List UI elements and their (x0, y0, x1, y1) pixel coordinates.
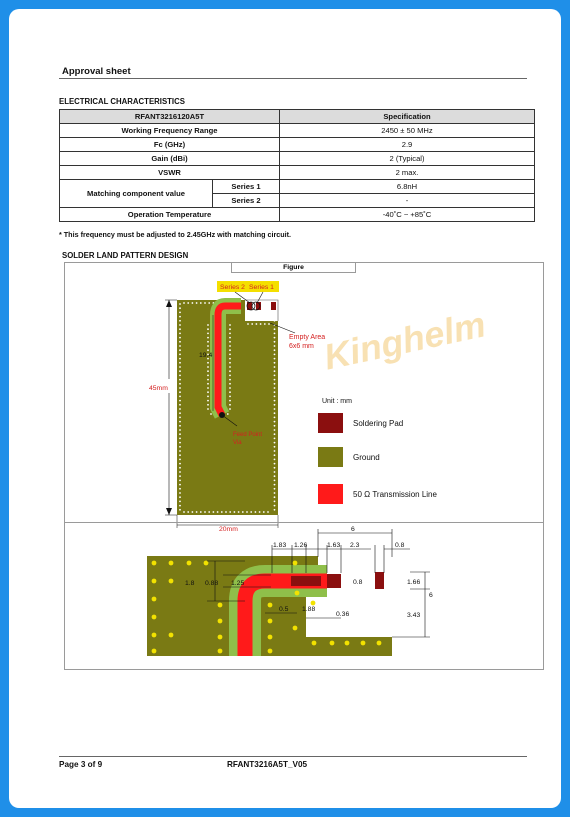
via-dot (274, 438, 276, 440)
via-dot (229, 383, 231, 385)
via-dot (274, 341, 276, 343)
via-dot (179, 312, 181, 314)
via-dot (345, 641, 350, 646)
via-dot (179, 471, 181, 473)
via-dot (218, 649, 223, 654)
via-dot (274, 320, 276, 322)
via-dot (207, 383, 209, 385)
via-dot (179, 324, 181, 326)
via-dot (213, 511, 215, 513)
via-dot (229, 337, 231, 339)
via-dot (274, 475, 276, 477)
via-dot (274, 501, 276, 503)
via-dot (361, 641, 366, 646)
via-dot (274, 505, 276, 507)
footer-page-number: Page 3 of 9 (59, 760, 103, 769)
table-row (60, 124, 535, 138)
dim-0-8-mid: 0.8 (353, 579, 363, 586)
via-dot (229, 345, 231, 347)
via-dot (295, 591, 300, 596)
via-dot (179, 438, 181, 440)
dim-6-right: 6 (429, 592, 433, 599)
solder-figure (64, 262, 544, 670)
via-dot (274, 383, 276, 385)
via-dot (229, 333, 231, 335)
via-dot (179, 349, 181, 351)
watermark-text: Kinghelm (320, 303, 490, 378)
via-dot (152, 649, 157, 654)
via-dot (218, 635, 223, 640)
via-dot (207, 324, 209, 326)
row-value: 2.9 (280, 138, 535, 152)
temperature-value: -40˚C ~ +85˚C (280, 208, 535, 222)
row-label: Fc (GHz) (60, 138, 280, 152)
dim-1-25: 1.25 (231, 580, 245, 587)
via-dot (274, 370, 276, 372)
via-dot (207, 379, 209, 381)
via-dot (274, 484, 276, 486)
via-dot (207, 404, 209, 406)
via-dot (179, 345, 181, 347)
via-dot (227, 413, 229, 415)
via-dot (179, 366, 181, 368)
table-row (60, 152, 535, 166)
table-row (60, 208, 535, 222)
via-dot (274, 421, 276, 423)
via-dot (179, 425, 181, 427)
via-dot (377, 641, 382, 646)
via-dot (274, 362, 276, 364)
via-dot (183, 302, 185, 304)
dim-1-88: 1.88 (302, 606, 316, 613)
via-dot (274, 454, 276, 456)
via-dot (152, 633, 157, 638)
via-dot (179, 421, 181, 423)
via-dot (207, 366, 209, 368)
via-dot (229, 324, 231, 326)
via-dot (274, 412, 276, 414)
via-dot (229, 396, 231, 398)
via-dot (152, 561, 157, 566)
via-dot (208, 302, 210, 304)
via-dot (207, 333, 209, 335)
detail-pad-3 (375, 572, 384, 589)
via-dot (274, 333, 276, 335)
via-dot (179, 467, 181, 469)
via-dot (179, 354, 181, 356)
via-dot (179, 303, 181, 305)
via-dot (274, 366, 276, 368)
series1-value: 6.8nH (280, 180, 535, 194)
via-dot (274, 442, 276, 444)
via-dot (274, 400, 276, 402)
via-dot (200, 511, 202, 513)
via-dot (274, 404, 276, 406)
row-value: 2 max. (280, 166, 535, 180)
via-dot (268, 603, 273, 608)
via-dot (274, 387, 276, 389)
via-dot (200, 302, 202, 304)
via-dot (229, 354, 231, 356)
via-dot (229, 400, 231, 402)
legend-ground: Ground (353, 453, 380, 462)
table-row (60, 138, 535, 152)
via-dot (207, 400, 209, 402)
via-dot (274, 312, 276, 314)
via-dot (179, 316, 181, 318)
dim-1-26: 1.26 (294, 542, 308, 549)
via-dot (274, 396, 276, 398)
via-dot (274, 459, 276, 461)
electrical-table (59, 109, 535, 222)
header-title: Approval sheet (62, 66, 131, 77)
via-dot (179, 429, 181, 431)
via-dot (187, 561, 192, 566)
via-dot (274, 425, 276, 427)
via-dot (207, 328, 209, 330)
via-dot (234, 511, 236, 513)
via-dot (229, 370, 231, 372)
table-head-row (60, 110, 535, 124)
via-dot (169, 633, 174, 638)
via-dot (207, 408, 209, 410)
via-dot (229, 379, 231, 381)
via-dot (179, 362, 181, 364)
via-dot (293, 626, 298, 631)
footer-rule (59, 756, 527, 757)
via-dot (179, 459, 181, 461)
via-dot (169, 561, 174, 566)
via-dot (268, 635, 273, 640)
part-number-cell: RFANT3216120A5T (60, 110, 280, 124)
via-dot (274, 345, 276, 347)
via-dot (263, 511, 265, 513)
via-dot (192, 302, 194, 304)
via-dot (312, 641, 317, 646)
via-dot (207, 337, 209, 339)
series1-label: Series 1 (213, 180, 280, 194)
via-dot (218, 619, 223, 624)
legend-swatch-ground (318, 447, 343, 467)
figure-label: Figure (231, 263, 356, 273)
via-dot (274, 446, 276, 448)
via-dot (293, 561, 298, 566)
series2-value: - (280, 194, 535, 208)
via-dot (179, 450, 181, 452)
legend-soldering-pad: Soldering Pad (353, 419, 404, 428)
via-dot (210, 413, 212, 415)
via-dot (207, 362, 209, 364)
via-dot (179, 496, 181, 498)
via-dot (179, 480, 181, 482)
via-dot (196, 511, 198, 513)
via-dot (179, 379, 181, 381)
via-dot (179, 307, 181, 309)
matching-label: Matching component value (60, 180, 213, 208)
via-dot (196, 302, 198, 304)
via-dot (274, 328, 276, 330)
via-dot (187, 302, 189, 304)
via-dot (238, 511, 240, 513)
via-dot (152, 579, 157, 584)
via-dot (192, 511, 194, 513)
legend-swatch-line (318, 484, 343, 504)
via-dot (179, 387, 181, 389)
feed-point-label: Feed Point (233, 432, 263, 438)
via-dot (179, 337, 181, 339)
via-dot (207, 387, 209, 389)
via-dot (179, 433, 181, 435)
via-dot (179, 328, 181, 330)
via-dot (179, 333, 181, 335)
via-dot (217, 511, 219, 513)
via-dot (204, 561, 209, 566)
via-dot (330, 641, 335, 646)
via-dot (260, 323, 262, 325)
dim-1-63: 1.63 (327, 542, 341, 549)
via-dot (267, 511, 269, 513)
via-dot (179, 446, 181, 448)
via-dot (169, 579, 174, 584)
via-dot (229, 341, 231, 343)
via-dot (274, 496, 276, 498)
via-dot (264, 323, 266, 325)
via-dot (229, 387, 231, 389)
via-dot (179, 391, 181, 393)
via-dot (274, 379, 276, 381)
via-dot (229, 349, 231, 351)
via-dot (229, 408, 231, 410)
series2-label: Series 2 (213, 194, 280, 208)
via-dot (179, 484, 181, 486)
via-dot (274, 467, 276, 469)
via-dot (274, 391, 276, 393)
via-dot (207, 375, 209, 377)
row-value: 2450 ± 50 MHz (280, 124, 535, 138)
via-dot (229, 366, 231, 368)
via-dot (250, 511, 252, 513)
dim-1-8: 1.8 (185, 580, 195, 587)
via-dot (207, 349, 209, 351)
via-dot (221, 511, 223, 513)
via-dot (207, 341, 209, 343)
empty-area-size: 6x6 mm (289, 343, 314, 350)
via-dot (229, 358, 231, 360)
via-dot (187, 511, 189, 513)
dim-20mm: 20mm (219, 526, 238, 533)
via-dot (274, 492, 276, 494)
via-dot (225, 511, 227, 513)
via-dot (242, 511, 244, 513)
row-value: 2 (Typical) (280, 152, 535, 166)
via-dot (268, 323, 270, 325)
dim-0-5: 0.5 (279, 606, 289, 613)
dim-0-8-top: 0.8 (395, 542, 405, 549)
via-dot (179, 492, 181, 494)
via-dot (179, 404, 181, 406)
row-label: Working Frequency Range (60, 124, 280, 138)
via-dot (179, 505, 181, 507)
via-dot (274, 450, 276, 452)
dim-45mm: 45mm (149, 385, 168, 392)
via-dot (246, 511, 248, 513)
dim-19-4: 19.4 (199, 352, 213, 359)
via-dot (229, 391, 231, 393)
via-dot (268, 619, 273, 624)
via-dot (179, 454, 181, 456)
via-dot (208, 511, 210, 513)
via-dot (259, 511, 261, 513)
dim-0-88: 0.88 (205, 580, 219, 587)
via-dot (274, 433, 276, 435)
via-dot (179, 463, 181, 465)
via-dot (274, 408, 276, 410)
pad-antenna (271, 302, 276, 310)
footer-document-id: RFANT3216A5T_V05 (227, 760, 308, 769)
dim-6-top: 6 (351, 526, 355, 533)
via-dot (179, 396, 181, 398)
via-dot (179, 509, 181, 511)
via-dot (274, 429, 276, 431)
solder-section-title: SOLDER LAND PATTERN DESIGN (62, 251, 189, 260)
via-dot (179, 408, 181, 410)
electrical-section-title: ELECTRICAL CHARACTERISTICS (59, 97, 185, 106)
dim-1-83: 1.83 (273, 542, 287, 549)
via-dot (274, 417, 276, 419)
via-dot (179, 358, 181, 360)
via-dot (268, 649, 273, 654)
dim-3-43: 3.43 (407, 612, 421, 619)
via-dot (179, 417, 181, 419)
via-dot (179, 442, 181, 444)
via-dot (152, 615, 157, 620)
via-label: Via (233, 440, 242, 446)
via-dot (274, 463, 276, 465)
ground-plane (177, 300, 278, 515)
via-dot (218, 603, 223, 608)
via-dot (256, 323, 258, 325)
via-dot (179, 488, 181, 490)
via-dot (179, 412, 181, 414)
feed-detail-drawing (65, 523, 543, 669)
table-row (60, 180, 535, 194)
via-dot (229, 362, 231, 364)
via-dot (207, 396, 209, 398)
via-dot (179, 320, 181, 322)
via-dot (207, 345, 209, 347)
dim-2-3: 2.3 (350, 542, 360, 549)
via-dot (274, 375, 276, 377)
dim-0-36: 0.36 (336, 611, 350, 618)
via-dot (274, 337, 276, 339)
via-dot (274, 316, 276, 318)
via-dot (247, 323, 249, 325)
board-layout-drawing (65, 263, 543, 533)
via-dot (179, 375, 181, 377)
via-dot (152, 597, 157, 602)
legend-unit: Unit : mm (322, 398, 352, 405)
via-dot (274, 509, 276, 511)
series2-text: Series 2 (220, 284, 245, 291)
via-dot (274, 358, 276, 360)
row-label: Gain (dBi) (60, 152, 280, 166)
table-row (60, 166, 535, 180)
temperature-label: Operation Temperature (60, 208, 280, 222)
legend-transmission-line: 50 Ω Transmission Line (353, 490, 437, 499)
via-dot (179, 475, 181, 477)
via-dot (274, 349, 276, 351)
detail-pad-1 (291, 576, 321, 586)
via-dot (274, 480, 276, 482)
legend-swatch-pad (318, 413, 343, 433)
specification-header: Specification (280, 110, 535, 124)
detail-pad-2 (327, 574, 341, 588)
row-label: VSWR (60, 166, 280, 180)
via-dot (179, 341, 181, 343)
via-dot (207, 391, 209, 393)
via-dot (183, 511, 185, 513)
via-dot (274, 488, 276, 490)
via-dot (179, 400, 181, 402)
via-dot (251, 323, 253, 325)
series1-text: Series 1 (249, 284, 274, 291)
via-dot (274, 354, 276, 356)
via-dot (229, 328, 231, 330)
header-rule (59, 78, 527, 79)
frequency-note: * This frequency must be adjusted to 2.45GHz with matching circuit. (59, 230, 292, 239)
empty-area-label: Empty Area (289, 334, 326, 341)
via-dot (311, 601, 316, 606)
via-dot (179, 501, 181, 503)
via-dot (179, 383, 181, 385)
document-page (9, 9, 561, 808)
via-dot (207, 370, 209, 372)
via-dot (204, 302, 206, 304)
via-dot (179, 370, 181, 372)
dim-1-66: 1.66 (407, 579, 421, 586)
via-dot (255, 511, 257, 513)
via-dot (229, 511, 231, 513)
via-dot (229, 375, 231, 377)
via-dot (204, 511, 206, 513)
via-dot (274, 471, 276, 473)
via-dot (229, 404, 231, 406)
